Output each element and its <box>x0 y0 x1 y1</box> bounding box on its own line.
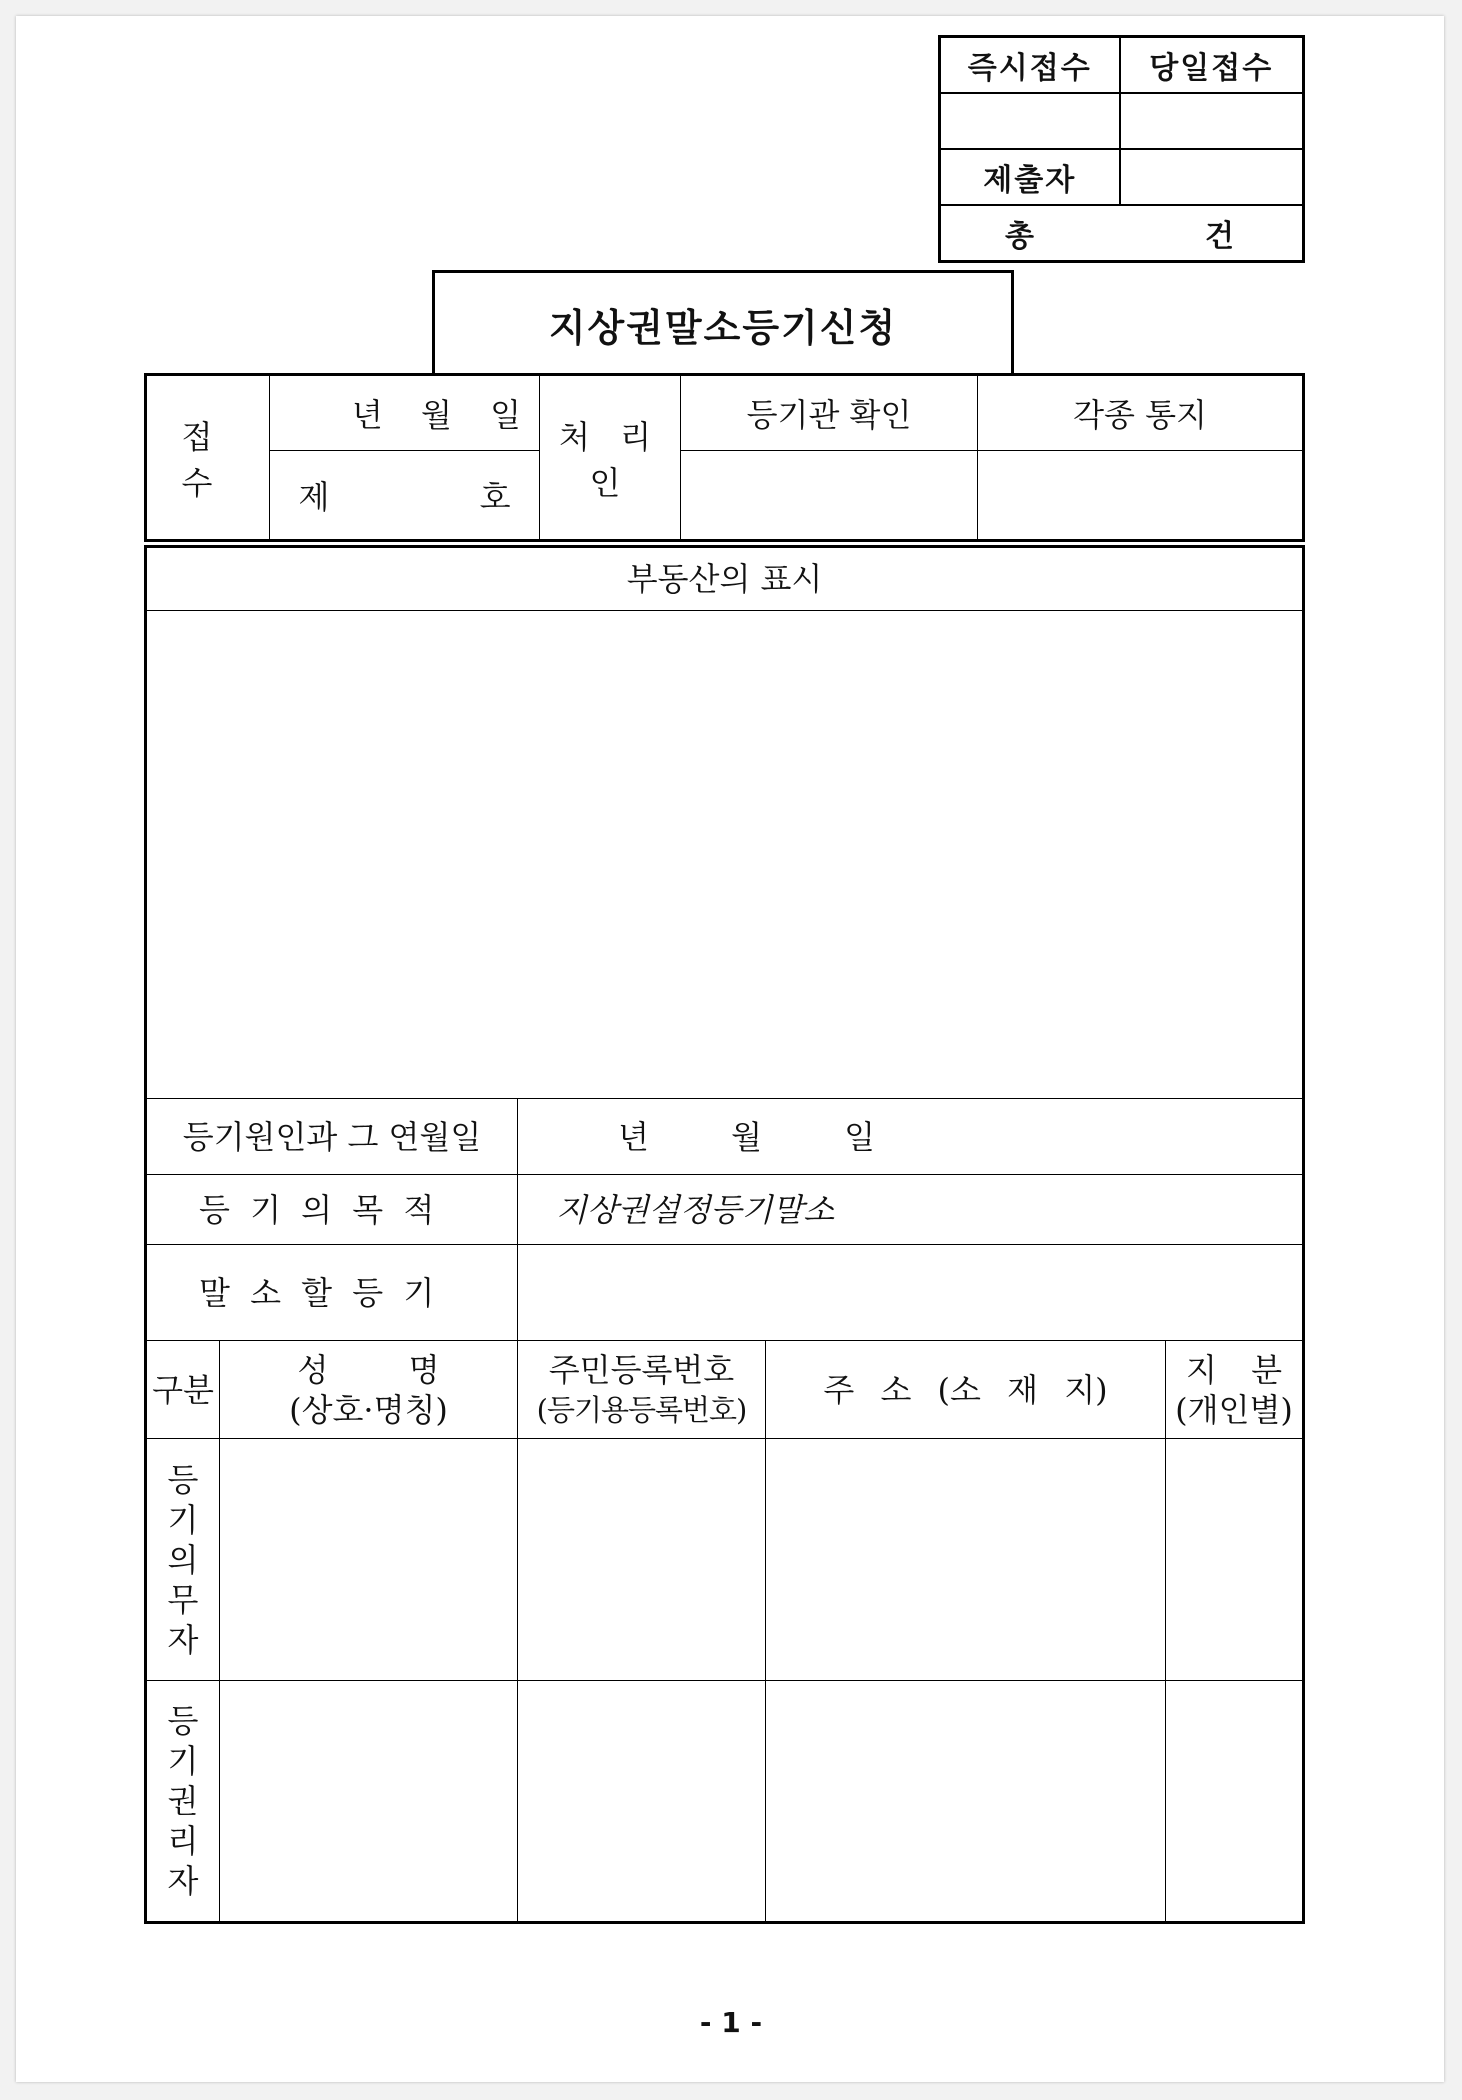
address-column-header: 주 소 (소 재 지) <box>766 1341 1166 1439</box>
purpose-value: 지상권설정등기말소 <box>518 1175 1304 1245</box>
reception-date: 년 월 일 <box>270 375 540 451</box>
cancel-registration-label: 말 소 할 등 기 <box>146 1245 518 1341</box>
registrar-check-label: 등기관 확인 <box>681 375 978 451</box>
share-column-subtitle: (개인별) <box>1175 1390 1293 1429</box>
total-suffix: 건 <box>1205 219 1236 254</box>
document-title: 지상권말소등기신청 <box>432 270 1014 375</box>
registrar-check-cell <box>681 451 978 541</box>
reception-label: 접 수 <box>146 375 270 541</box>
notices-label: 각종 통지 <box>978 375 1304 451</box>
share-column-title: 지 분 <box>1186 1350 1283 1389</box>
page-number: - 1 - <box>699 2006 763 2039</box>
type-column-header: 구분 <box>146 1341 220 1439</box>
share-column-header <box>1166 1341 1304 1439</box>
notices-cell <box>978 451 1304 541</box>
obligor-name-cell <box>220 1439 518 1681</box>
holder-char: 기 <box>167 1742 199 1780</box>
obligor-char: 무 <box>167 1580 199 1619</box>
obligor-char: 기 <box>167 1500 199 1539</box>
obligor-char: 자 <box>167 1620 199 1659</box>
immediate-receipt-cell <box>940 93 1120 149</box>
holder-name-cell <box>220 1681 518 1923</box>
holder-char: 등 <box>167 1702 199 1740</box>
property-header: 부동산의 표시 <box>146 547 1304 611</box>
id-column-subtitle: (등기용등록번호) <box>536 1392 747 1427</box>
reception-number: 제 호 <box>270 451 540 541</box>
id-column-header <box>518 1341 766 1439</box>
obligor-char: 의 <box>167 1540 199 1579</box>
same-day-receipt-label: 당일접수 <box>1120 37 1304 94</box>
submitter-cell <box>1120 149 1304 205</box>
name-column-subtitle: (상호·명칭) <box>289 1390 448 1429</box>
cause-label: 등기원인과 그 연월일 <box>146 1099 518 1175</box>
holder-label <box>146 1681 220 1923</box>
obligor-label <box>146 1439 220 1681</box>
id-column-title: 주민등록번호 <box>548 1350 735 1389</box>
purpose-label: 등 기 의 목 적 <box>146 1175 518 1245</box>
same-day-receipt-cell <box>1120 93 1304 149</box>
holder-address-cell <box>766 1681 1166 1923</box>
total-prefix: 총 <box>1005 219 1036 254</box>
cancel-registration-value <box>518 1245 1304 1341</box>
holder-char: 권 <box>167 1782 199 1820</box>
name-column-header <box>220 1341 518 1439</box>
obligor-id-cell <box>518 1439 766 1681</box>
holder-share-cell <box>1166 1681 1304 1923</box>
application-table <box>144 545 1305 1924</box>
property-description-area <box>146 611 1304 1099</box>
total-count-row <box>940 205 1304 262</box>
receipt-stamp-box <box>938 35 1305 263</box>
obligor-char: 등 <box>167 1460 199 1499</box>
immediate-receipt-label: 즉시접수 <box>940 37 1120 94</box>
holder-char: 자 <box>167 1862 199 1900</box>
handler-label: 처 리 인 <box>540 375 681 541</box>
holder-id-cell <box>518 1681 766 1923</box>
reception-table <box>144 373 1305 542</box>
obligor-share-cell <box>1166 1439 1304 1681</box>
obligor-address-cell <box>766 1439 1166 1681</box>
cause-value: 년 월 일 <box>518 1099 1304 1175</box>
name-column-title: 성 명 <box>297 1350 440 1389</box>
submitter-label: 제출자 <box>940 149 1120 205</box>
holder-char: 리 <box>167 1822 199 1860</box>
